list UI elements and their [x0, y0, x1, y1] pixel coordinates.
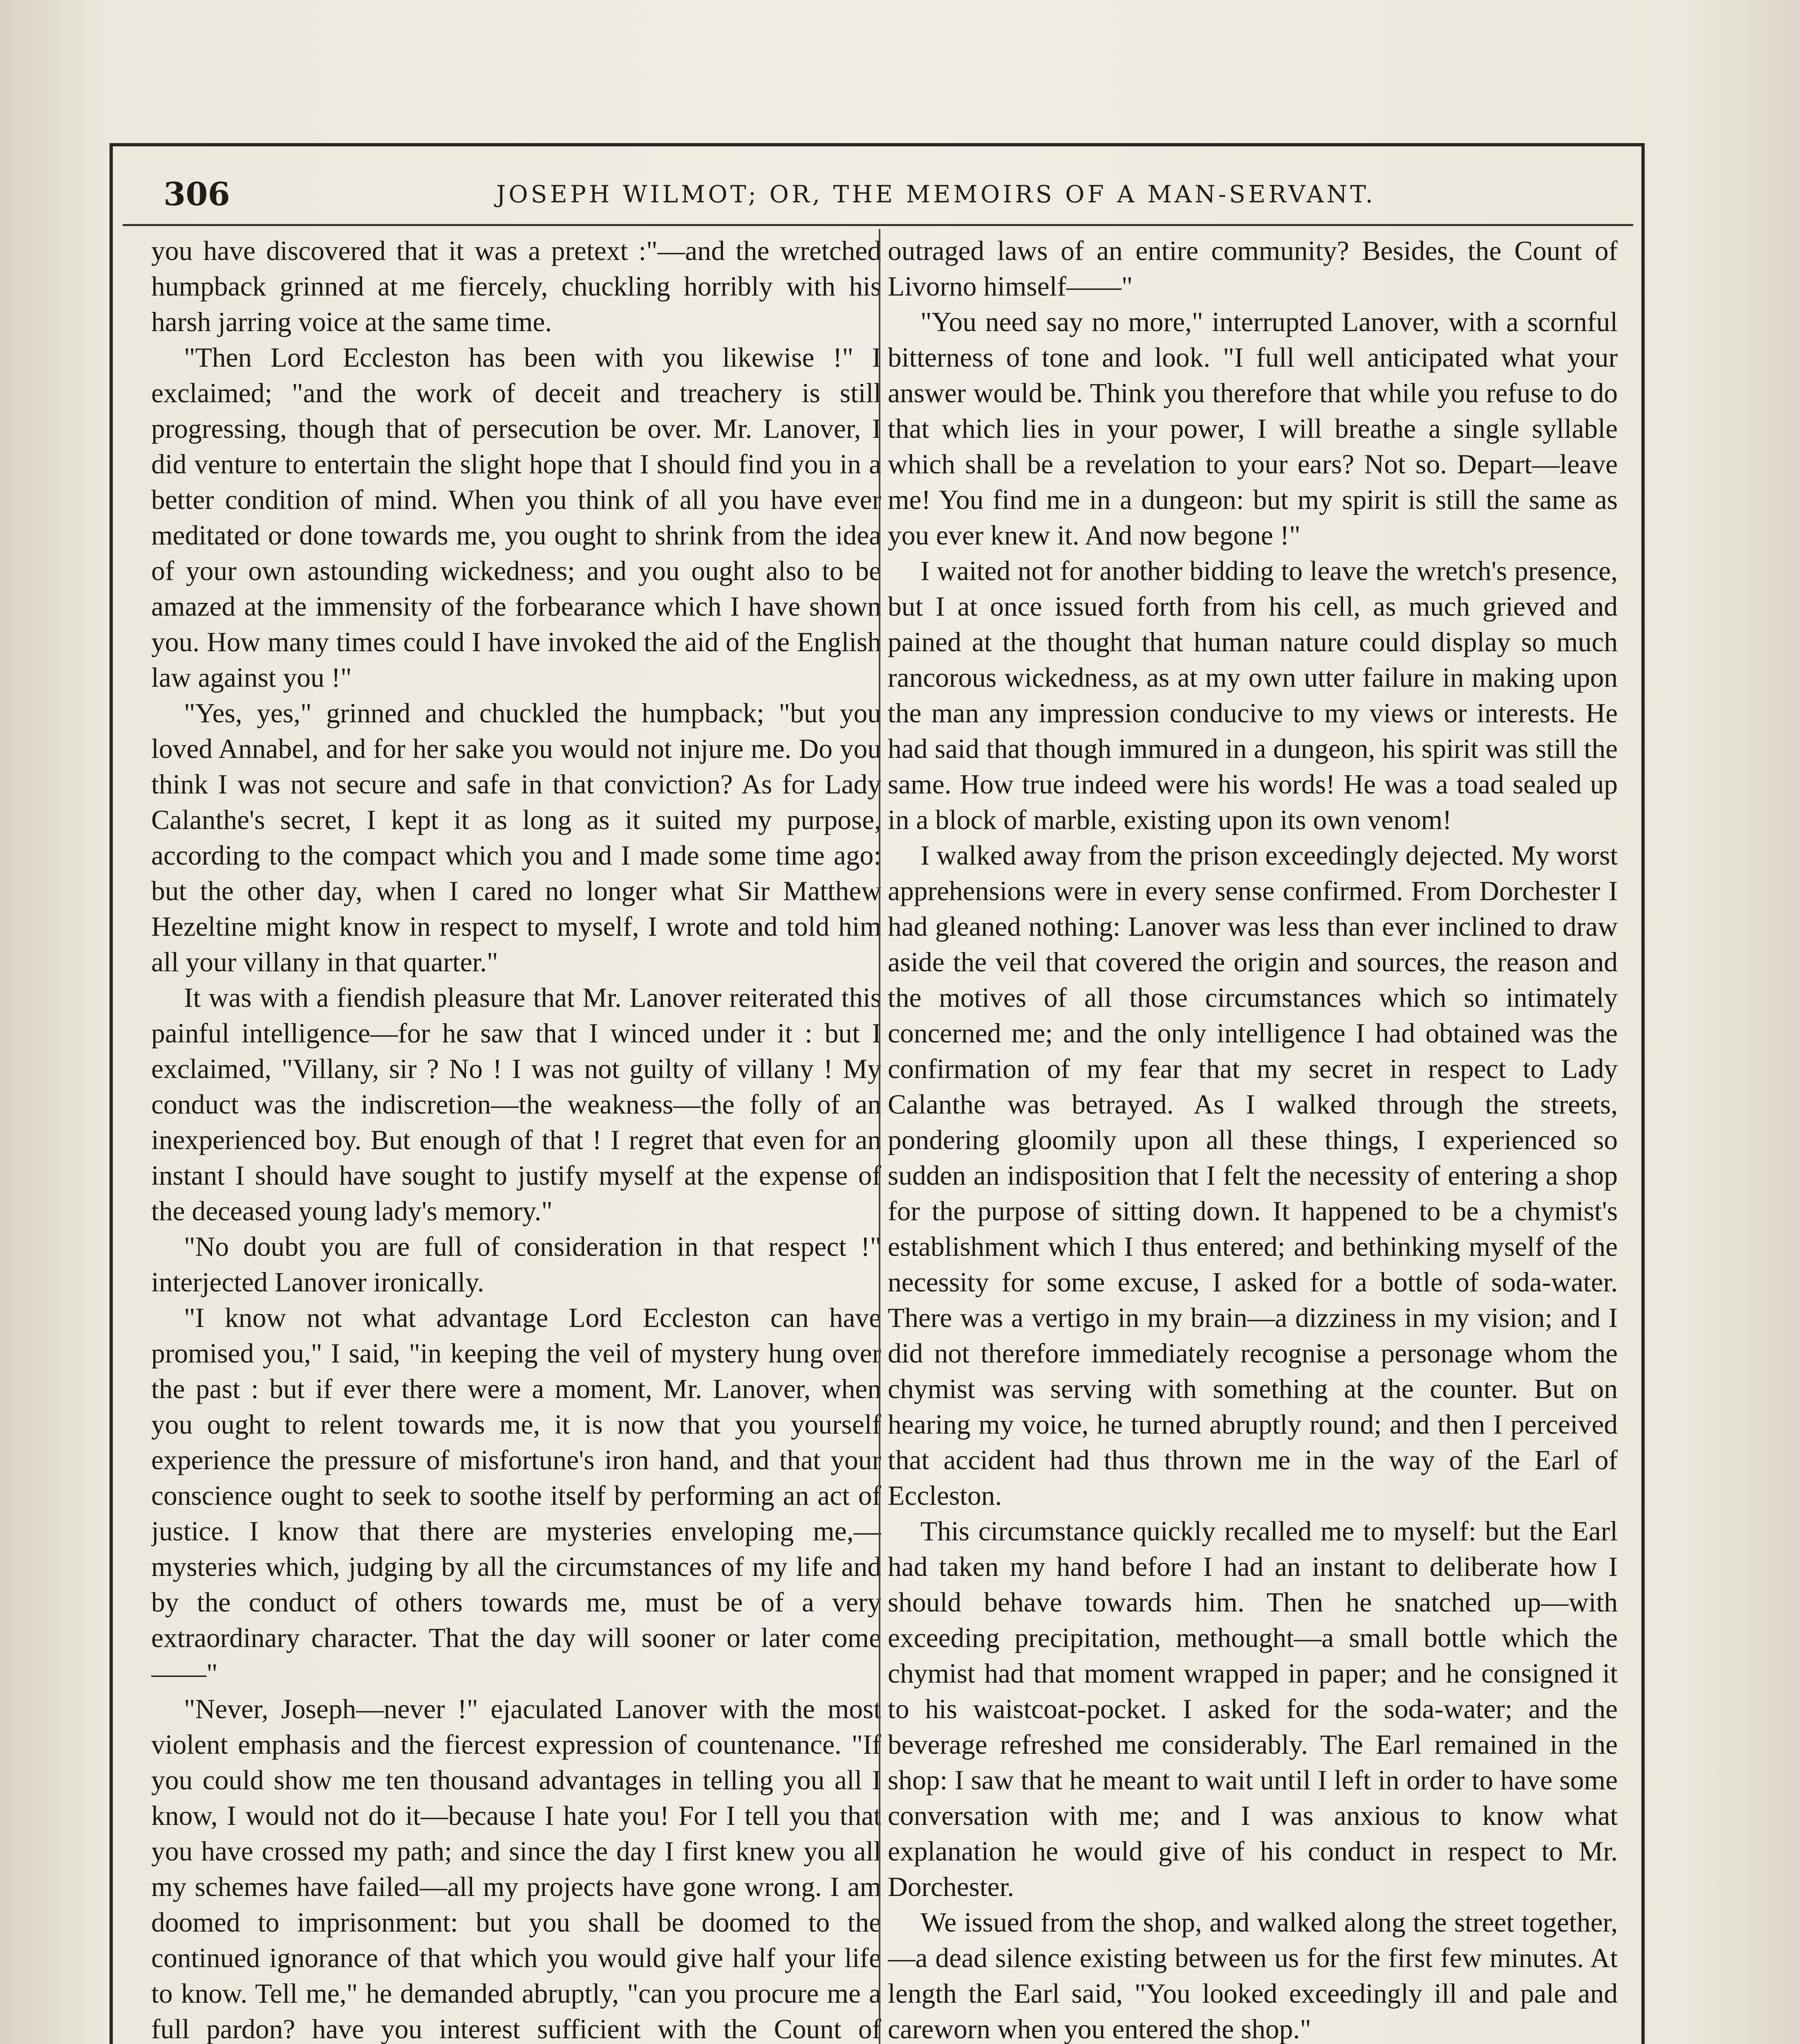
paragraph: "I know not what advantage Lord Eccleston can have promised you," I said, "in keeping the veil of mystery hung over the past : but if ever there were a moment, Mr. Lanover, when you ought to relent towards me, it is now that you yourself experience the pressure of misfortune's iron hand, and that your conscience ought to seek to soothe itself by performing an act of justice. I know that there are mysteries enveloping me,—mysteries which, judging by all the circumstances of my life and by the conduct of others towards me, must be of a very extraordinary character. That the day will sooner or later come——" [151, 1302, 881, 1689]
paragraph: I walked away from the prison exceedingly dejected. My worst apprehensions were in every sense confirmed. From Dorchester I had gleaned nothing: Lanover was less than ever inclined to draw aside the veil that covered the origin and sources, the reason and the motives of all those circumstances which so intimately concerned me; and the only intelligence I had obtained was the confirmation of my fear that my secret in respect to Lady Calanthe was betrayed. As I walked through the streets, pondering gloomily upon all these things, I experienced so sudden an indisposition that I felt the necessity of entering a shop for the purpose of sitting down. It happened to be a chymist's establishment which I thus entered; and bethinking myself of the necessity for some excuse, I asked for a bottle of soda-water. There was a vertigo in my brain—a dizziness in my vision; and I did not therefore immediately recognise a personage whom the chymist was serving with something at the counter. But on hearing my voice, he turned abruptly round; and then I perceived that accident had thus thrown me in the way of the Earl of Eccleston. [888, 840, 1618, 1511]
left-column [151, 233, 881, 2044]
column-divider [879, 229, 880, 2044]
page-number: 306 [163, 175, 230, 213]
paragraph: We issued from the shop, and walked along the street together,—a dead silence existing between us for the first few minutes. At length the Earl said, "You looked exceedingly ill and pale and careworn when you entered the shop." [888, 1907, 1618, 2044]
running-head: JOSEPH WILMOT; OR, THE MEMOIRS OF A MAN-SERVANT. [496, 180, 1376, 208]
page-header [163, 172, 1602, 217]
paragraph: "Yes, yes," grinned and chuckled the humpback; "but you loved Annabel, and for her sake you would not injure me. Do you think I was not secure and safe in that conviction? As for Lady Calanthe's secret, I kept it as long as it suited my purpose, according to the compact which you and I made some time ago: but the other day, when I cared no longer what Sir Matthew Hezeltine might know in respect to myself, I wrote and told him all your villany in that quarter." [151, 698, 881, 977]
paragraph: I waited not for another bidding to leave the wretch's presence, but I at once issued forth from his cell, as much grieved and pained at the thought that human nature could display so much rancorous wickedness, as at my own utter failure in making upon the man any impression conducive to my views or interests. He had said that though immured in a dungeon, his spirit was still the same. How true indeed were his words! He was a toad sealed up in a block of marble, existing upon its own venom! [888, 556, 1618, 835]
paragraph: "You need say no more," interrupted Lanover, with a scornful bitterness of tone and look. "I full well anticipated what your answer would be. Think you therefore that while you refuse to do that which lies in your power, I will breathe a single syllable which shall be a revelation to your ears? Not so. Depart—leave me! You find me in a dungeon: but my spirit is still the same as you ever knew it. And now begone !" [888, 307, 1618, 551]
header-rule [123, 224, 1633, 226]
paragraph: "No doubt you are full of consideration in that respect !" interjected Lanover ironically. [151, 1231, 881, 1298]
right-column [888, 233, 1618, 2044]
paragraph: It was with a fiendish pleasure that Mr. Lanover reiterated this painful intelligence—for he saw that I winced under it : but I exclaimed, "Villany, sir ? No ! I was not guilty of villany ! My conduct was the indiscretion—the weakness—the folly of an inexperienced boy. But enough of that ! I regret that even for an instant I should have sought to justify myself at the expense of the deceased young lady's memory." [151, 982, 881, 1226]
paragraph: you have discovered that it was a pretext :"—and the wretched humpback grinned at me fiercely, chuckling horribly with his harsh jarring voice at the same time. [151, 235, 881, 337]
paragraph: "Never, Joseph—never !" ejaculated Lanover with the most violent emphasis and the fiercest expression of countenance. "If you could show me ten thousand advantages in telling you all I know, I would not do it—because I hate you! For I tell you that you have crossed my path; and since the day I first knew you all my schemes have failed—all my projects have gone wrong. I am doomed to imprisonment: but you shall be doomed to the continued ignorance of that which you would give half your life to know. Tell me," he demanded abruptly, "can you procure me a full pardon? have you interest sufficient with the Count of [151, 1694, 881, 2044]
paragraph: This circumstance quickly recalled me to myself: but the Earl had taken my hand before I had an instant to deliberate how I should behave towards him. Then he snatched up—with exceeding precipitation, methought—a small bottle which the chymist had that moment wrapped in paper; and he consigned it to his waistcoat-pocket. I asked for the soda-water; and the beverage refreshed me considerably. The Earl remained in the shop: I saw that he meant to wait until I left in order to have some conversation with me; and I was anxious to know what explanation he would give of his conduct in respect to Mr. Dorchester. [888, 1516, 1618, 1902]
paragraph: "Then Lord Eccleston has been with you likewise !" I exclaimed; "and the work of deceit and treachery is still progressing, though that of persecution be over. Mr. Lanover, I did venture to entertain the slight hope that I should find you in a better condition of mind. When you think of all you have ever meditated or done towards me, you ought to shrink from the idea of your own astounding wickedness; and you ought also to be amazed at the immensity of the forbearance which I have shown you. How many times could I have invoked the aid of the English law against you !" [151, 342, 881, 693]
paragraph: outraged laws of an entire community? Besides, the Count of Livorno himself——" [888, 235, 1618, 302]
